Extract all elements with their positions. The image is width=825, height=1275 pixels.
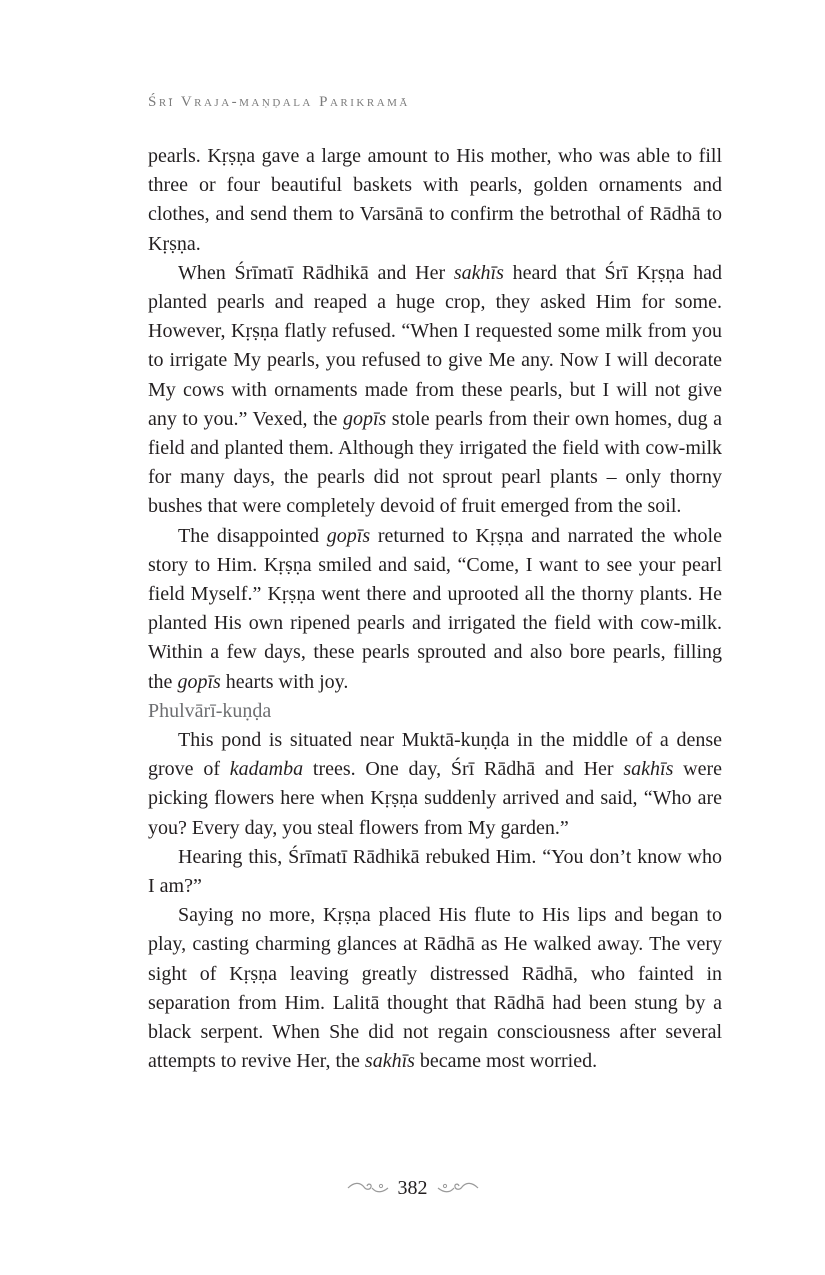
text-span: The disappointed <box>178 524 327 547</box>
italic-term: sakhīs <box>453 261 504 284</box>
running-head: Śrī Vraja-maṇḍala Parikramā <box>148 94 410 110</box>
page-footer <box>0 1176 825 1200</box>
paragraph-4 <box>148 726 722 843</box>
text-span: trees. One day, Śrī Rādhā and Her <box>303 758 624 781</box>
paragraph-5 <box>148 843 722 901</box>
italic-term: gopīs <box>326 524 371 547</box>
paragraph-3 <box>148 522 722 697</box>
text-span: hearts with joy. <box>220 670 349 693</box>
text-span: heard that Śrī Kṛṣṇa had planted pearls and reaped a huge crop, they asked Him for some. However, Kṛṣṇa flatly refused. “When I requested some milk from you to irrigate My pearls, you refused to give Me any. Now I will decorate My cows with ornaments made from these pearls, but I will not give any to you.” Vexed, the <box>148 261 722 430</box>
text-span: pearls. Kṛṣṇa gave a large amount to His mother, who was able to fill three or four beautiful baskets with pearls, golden ornaments and clothes, and send them to Varsānā to confirm the betrothal of Rādhā to Kṛṣṇa. <box>148 145 722 255</box>
text-span: This pond is situated near Muktā-kuṇḍa in the middle of a dense grove of <box>148 729 722 781</box>
text-span: stole pearls from their own homes, dug a field and planted them. Although they irrigated the field with cow-milk for many days, the pearls did not sprout pearl plants – only thorny bushes that were completely devoid of fruit emerged from the soil. <box>148 407 722 518</box>
italic-term: sakhīs <box>364 1050 415 1073</box>
text-span: Saying no more, Kṛṣṇa placed His flute to His lips and began to play, casting charming glances at Rādhā as He walked away. The very sight of Kṛṣṇa leaving greatly distressed Rādhā, who fainted in separation from Him. Lalitā thought that Rādhā had been stung by a black serpent. When She did not regain consciousness after several attempts to revive Her, the <box>148 904 722 1073</box>
right-flourish-icon <box>436 1181 480 1195</box>
text-span: Hearing this, Śrīmatī Rādhikā rebuked Him. “You don’t know who I am?” <box>148 845 722 898</box>
paragraph-2 <box>148 259 722 522</box>
paragraph-1 <box>148 142 722 259</box>
italic-term: gopīs <box>342 407 387 430</box>
text-span: were picking flowers here when Kṛṣṇa suddenly arrived and said, “Who are you? Every day, you steal flowers from My garden.” <box>148 758 723 839</box>
paragraph-6 <box>148 901 722 1076</box>
left-flourish-icon <box>346 1181 390 1195</box>
italic-term: kadamba <box>229 758 304 781</box>
italic-term: sakhīs <box>623 758 674 781</box>
text-span: returned to Kṛṣṇa and narrated the whole story to Him. Kṛṣṇa smiled and said, “Come, I want to see your pearl field Myself.” Kṛṣṇa went there and uprooted all the thorny plants. He planted His own ripened pearls and irrigated the field with cow-milk. Within a few days, these pearls sprouted and also bore pearls, filling the <box>148 524 722 693</box>
section-heading: Phulvārī-kuṇḍa <box>148 699 272 722</box>
italic-term: gopīs <box>177 670 221 693</box>
page-number: 382 <box>397 1176 428 1199</box>
text-span: When Śrīmatī Rādhikā and Her <box>178 261 454 284</box>
text-span: became most worried. <box>414 1050 598 1073</box>
body-text <box>148 142 722 1077</box>
